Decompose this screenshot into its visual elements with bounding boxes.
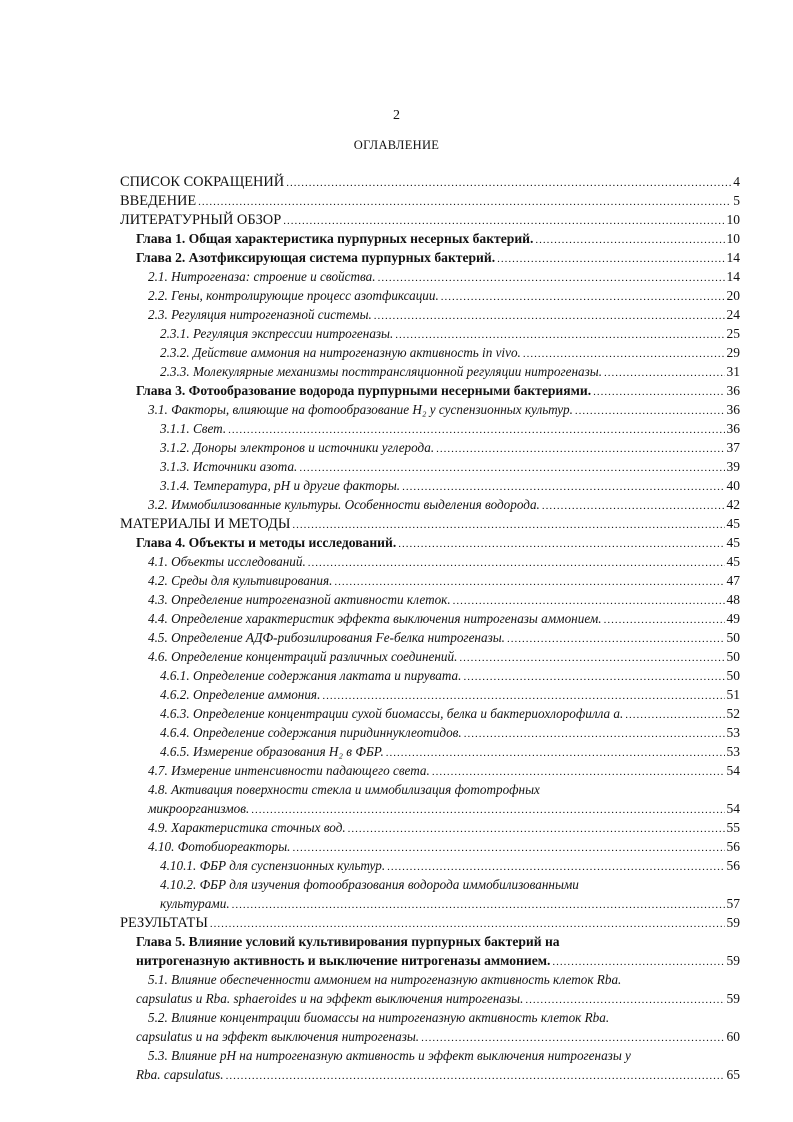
toc-page-number: 50 <box>726 649 740 664</box>
toc-entry-text: 4.2. Среды для культивирования. <box>148 573 333 588</box>
toc-entry-4-8-line1: 4.8. Активация поверхности стекла и иммобилизация фототрофных <box>148 782 540 797</box>
toc-page-number: 65 <box>726 1067 740 1082</box>
toc-entry-text: 4.6.3. Определение концентрации сухой биомассы, белка и бактериохлорофилла а. <box>160 706 624 721</box>
toc-entry-text: 2.3.2. Действие аммония на нитрогеназную активность in vivo. <box>160 345 521 360</box>
toc-entry-text: 4.6.4. Определение содержания пиридиннуклеотидов. <box>160 725 462 740</box>
toc-entry-chapter-5 <box>120 951 740 970</box>
toc-page-number: 59 <box>726 991 740 1006</box>
toc-entry-text: 4.3. Определение нитрогеназной активности клеток. <box>148 592 451 607</box>
toc-page-number: 14 <box>726 269 740 284</box>
toc-page-number: 59 <box>726 915 740 930</box>
toc-entry-text: capsulatus и на эффект выключения нитрогеназы. <box>136 1029 420 1044</box>
toc-page-number: 40 <box>726 478 740 493</box>
toc-entry-text: 4.6.1. Определение содержания лактата и пирувата. <box>160 668 462 683</box>
toc-entry-2-2 <box>120 286 740 305</box>
toc-title: ОГЛАВЛЕНИЕ <box>353 138 440 152</box>
table-of-contents <box>120 172 740 1084</box>
toc-page-number: 36 <box>726 383 740 398</box>
toc-page-number: 39 <box>726 459 740 474</box>
toc-entry-chapter-2 <box>120 248 740 267</box>
toc-entry-text: 2.3. Регуляция нитрогеназной системы. <box>148 307 372 322</box>
toc-entry-text: 4.10.1. ФБР для суспензионных культур. <box>160 858 386 873</box>
toc-entry-4-8 <box>120 799 740 818</box>
toc-page-number: 29 <box>726 345 740 360</box>
toc-entry-5-1-line1: 5.1. Влияние обеспеченности аммонием на нитрогеназную активность клеток Rba. <box>148 972 622 987</box>
toc-entry-text: 4.6.2. Определение аммония. <box>160 687 321 702</box>
toc-page-number: 55 <box>726 820 740 835</box>
toc-page-number: 24 <box>726 307 740 322</box>
toc-entry-text: 4.4. Определение характеристик эффекта выключения нитрогеназы аммонием. <box>148 611 602 626</box>
toc-entry-5-3-line1: 5.3. Влияние pH на нитрогеназную активность и эффект выключения нитрогеназы у <box>148 1048 631 1063</box>
toc-entry-text: 4.5. Определение АДФ-рибозилирования Fe-белка нитрогеназы. <box>148 630 505 645</box>
toc-entry-text: 2.1. Нитрогеназа: строение и свойства. <box>148 269 376 284</box>
toc-entry-text: 3.1.1. Свет. <box>160 421 227 436</box>
toc-page-number: 48 <box>726 592 740 607</box>
toc-entry-text: РЕЗУЛЬТАТЫ <box>120 915 208 931</box>
toc-page-number: 37 <box>726 440 740 455</box>
toc-entry-text: 4.7. Измерение интенсивности падающего света. <box>148 763 430 778</box>
toc-page-number: 47 <box>726 573 740 588</box>
toc-page-number: 36 <box>726 402 740 417</box>
toc-entry-5-2-line1: 5.2. Влияние концентрации биомассы на нитрогеназную активность клеток Rba. <box>148 1010 610 1025</box>
toc-entry-4-6-4 <box>120 723 740 742</box>
toc-entry-3-2 <box>120 495 740 514</box>
toc-entry-4-2 <box>120 571 740 590</box>
toc-page-number: 53 <box>726 725 740 740</box>
toc-entry-text: Глава 2. Азотфиксирующая система пурпурных бактерий. <box>136 250 496 265</box>
toc-entry-text: Rba. capsulatus. <box>136 1067 224 1082</box>
toc-entry-2-3-1 <box>120 324 740 343</box>
toc-entry-4-10 <box>120 837 740 856</box>
toc-entry-4-6-2 <box>120 685 740 704</box>
toc-entry-4-6-5 <box>120 742 740 761</box>
toc-entry-text: 3.1. Факторы, влияющие на фотообразование H₂ у суспензионных культур. <box>148 402 573 417</box>
toc-entry-text: 4.6. Определение концентраций различных соединений. <box>148 649 458 664</box>
toc-entry-4-10-1 <box>120 856 740 875</box>
toc-page-number: 53 <box>726 744 740 759</box>
toc-entry-text: 3.2. Иммобилизованные культуры. Особенности выделения водорода. <box>148 497 540 512</box>
page-number: 2 <box>393 108 400 123</box>
toc-page-number: 45 <box>726 535 740 550</box>
toc-page-number: 45 <box>726 516 740 531</box>
toc-entry-2-1 <box>120 267 740 286</box>
toc-entry-text: МАТЕРИАЛЫ И МЕТОДЫ <box>120 516 291 532</box>
toc-page-number: 59 <box>726 953 740 968</box>
toc-entry-results <box>120 913 740 932</box>
toc-entry-5-3 <box>120 1065 740 1084</box>
toc-entry-text: 3.1.4. Температура, pH и другие факторы. <box>160 478 401 493</box>
toc-entry-4-6 <box>120 647 740 666</box>
toc-entry-4-5 <box>120 628 740 647</box>
toc-entry-text: культурами. <box>160 896 230 911</box>
toc-page-number: 49 <box>726 611 740 626</box>
toc-entry-introduction <box>120 191 740 210</box>
toc-entry-chapter-5-line1: Глава 5. Влияние условий культивирования пурпурных бактерий на <box>136 934 560 949</box>
toc-entry-abbreviations <box>120 172 740 191</box>
toc-entry-2-3 <box>120 305 740 324</box>
toc-entry-3-1-2 <box>120 438 740 457</box>
toc-entry-3-1-3 <box>120 457 740 476</box>
toc-entry-3-1-4 <box>120 476 740 495</box>
toc-page-number: 56 <box>726 839 740 854</box>
toc-entry-text: 4.1. Объекты исследований. <box>148 554 306 569</box>
toc-entry-chapter-3 <box>120 381 740 400</box>
toc-entry-text: 2.3.1. Регуляция экспрессии нитрогеназы. <box>160 326 394 341</box>
toc-entry-5-2 <box>120 1027 740 1046</box>
toc-entry-3-1-1 <box>120 419 740 438</box>
toc-page-number: 4 <box>733 174 740 189</box>
toc-page-number: 10 <box>726 212 740 227</box>
toc-entry-4-6-1 <box>120 666 740 685</box>
toc-entry-4-10-2 <box>120 894 740 913</box>
toc-page-number: 42 <box>726 497 740 512</box>
toc-entry-text: 4.6.5. Измерение образования H₂ в ФБР. <box>160 744 384 759</box>
toc-page-number: 36 <box>726 421 740 436</box>
toc-entry-text: ЛИТЕРАТУРНЫЙ ОБЗОР <box>120 212 282 228</box>
toc-page-number: 45 <box>726 554 740 569</box>
toc-page-number: 54 <box>726 801 740 816</box>
toc-page-number: 5 <box>733 193 740 208</box>
toc-entry-5-1 <box>120 989 740 1008</box>
toc-entry-text: 4.10. Фотобиореакторы. <box>148 839 291 854</box>
toc-page-number: 56 <box>726 858 740 873</box>
toc-entry-3-1 <box>120 400 740 419</box>
toc-entry-4-6-3 <box>120 704 740 723</box>
toc-page-number: 51 <box>726 687 740 702</box>
toc-entry-chapter-4 <box>120 533 740 552</box>
toc-page-number: 52 <box>726 706 740 721</box>
toc-entry-text: СПИСОК СОКРАЩЕНИЙ <box>120 174 285 190</box>
toc-page-number: 20 <box>726 288 740 303</box>
toc-entry-2-3-2 <box>120 343 740 362</box>
toc-page-number: 31 <box>726 364 740 379</box>
toc-page-number: 54 <box>726 763 740 778</box>
toc-entry-text: Глава 1. Общая характеристика пурпурных несерных бактерий. <box>136 231 534 246</box>
toc-entry-chapter-1 <box>120 229 740 248</box>
toc-entry-4-4 <box>120 609 740 628</box>
toc-entry-text: 3.1.3. Источники азота. <box>160 459 298 474</box>
toc-entry-text: нитрогеназную активность и выключение нитрогеназы аммонием. <box>136 953 551 968</box>
toc-page-number: 50 <box>726 668 740 683</box>
toc-entry-text: микроорганизмов. <box>148 801 250 816</box>
toc-page-number: 57 <box>726 896 740 911</box>
toc-entry-materials-methods <box>120 514 740 533</box>
toc-entry-4-9 <box>120 818 740 837</box>
toc-entry-2-3-3 <box>120 362 740 381</box>
toc-entry-text: Глава 4. Объекты и методы исследований. <box>136 535 397 550</box>
toc-page-number: 10 <box>726 231 740 246</box>
toc-entry-text: 2.2. Гены, контролирующие процесс азотфиксации. <box>148 288 439 303</box>
toc-page-number: 14 <box>726 250 740 265</box>
toc-entry-4-1 <box>120 552 740 571</box>
toc-entry-text: 2.3.3. Молекулярные механизмы посттрансляционной регуляции нитрогеназы. <box>160 364 602 379</box>
toc-page-number: 50 <box>726 630 740 645</box>
toc-entry-text: 3.1.2. Доноры электронов и источники углерода. <box>160 440 435 455</box>
toc-entry-4-7 <box>120 761 740 780</box>
toc-entry-4-3 <box>120 590 740 609</box>
toc-entry-text: ВВЕДЕНИЕ <box>120 193 197 209</box>
toc-entry-4-10-2-line1: 4.10.2. ФБР для изучения фотообразования водорода иммобилизованными <box>160 877 579 892</box>
toc-entry-text: capsulatus и Rba. sphaeroides и на эффект выключения нитрогеназы. <box>136 991 524 1006</box>
toc-entry-text: 4.9. Характеристика сточных вод. <box>148 820 346 835</box>
toc-page-number: 25 <box>726 326 740 341</box>
toc-entry-literature-review <box>120 210 740 229</box>
toc-page-number: 60 <box>726 1029 740 1044</box>
toc-entry-text: Глава 3. Фотообразование водорода пурпурными несерными бактериями. <box>136 383 592 398</box>
